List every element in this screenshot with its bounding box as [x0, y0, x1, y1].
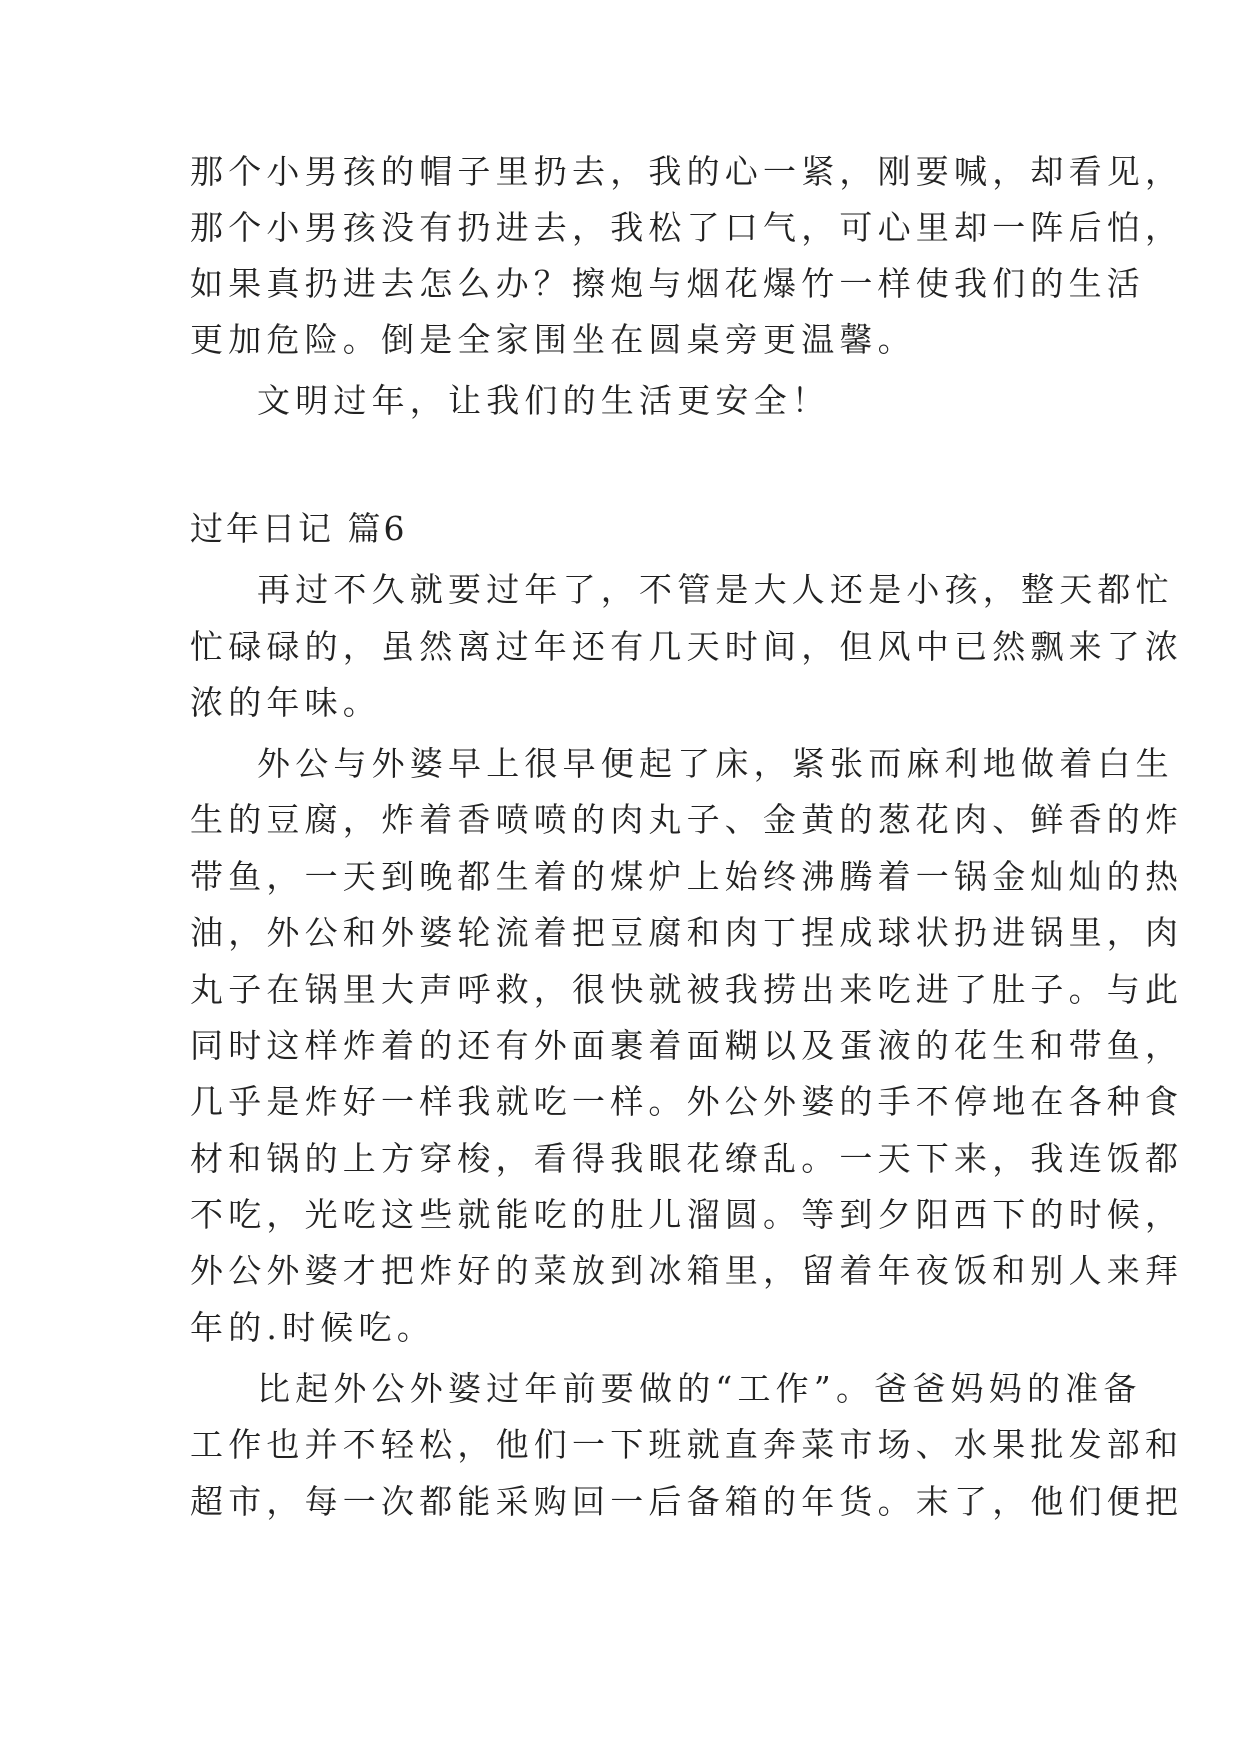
text-line: 生的豆腐，炸着香喷喷的肉丸子、金黄的葱花肉、鲜香的炸: [190, 800, 1184, 839]
text-line: 外公外婆才把炸好的菜放到冰箱里，留着年夜饭和别人来拜: [190, 1251, 1184, 1290]
text-line: 几乎是炸好一样我就吃一样。外公外婆的手不停地在各种食: [190, 1082, 1184, 1121]
text-line: 比起外公外婆过年前要做的“工作”。爸爸妈妈的准备: [257, 1369, 1142, 1408]
text-line: 工作也并不轻松，他们一下班就直奔菜市场、水果批发部和: [190, 1425, 1184, 1464]
text-line: 再过不久就要过年了，不管是大人还是小孩，整天都忙: [257, 570, 1174, 609]
text-line: 如果真扔进去怎么办？擦炮与烟花爆竹一样使我们的生活: [190, 264, 1145, 303]
text-line: 材和锅的上方穿梭，看得我眼花缭乱。一天下来，我连饭都: [190, 1139, 1184, 1178]
text-line: 不吃，光吃这些就能吃的肚儿溜圆。等到夕阳西下的时候，: [190, 1195, 1184, 1234]
text-line: 丸子在锅里大声呼救，很快就被我捞出来吃进了肚子。与此: [190, 970, 1184, 1009]
text-line: 带鱼，一天到晚都生着的煤炉上始终沸腾着一锅金灿灿的热: [190, 857, 1184, 896]
section-heading: 过年日记 篇6: [190, 509, 408, 548]
text-line: 外公与外婆早上很早便起了床，紧张而麻利地做着白生: [257, 744, 1174, 783]
text-line: 年的.时候吃。: [190, 1308, 435, 1347]
text-line: 那个小男孩的帽子里扔去，我的心一紧，刚要喊，却看见，: [190, 152, 1184, 191]
text-line: 浓的年味。: [190, 683, 381, 722]
text-line: 油，外公和外婆轮流着把豆腐和肉丁捏成球状扔进锅里，肉: [190, 913, 1184, 952]
text-line: 更加危险。倒是全家围坐在圆桌旁更温馨。: [190, 320, 916, 359]
text-line: 超市，每一次都能采购回一后备箱的年货。末了，他们便把: [190, 1482, 1184, 1521]
text-line: 文明过年，让我们的生活更安全！: [257, 381, 830, 420]
text-line: 那个小男孩没有扔进去，我松了口气，可心里却一阵后怕，: [190, 208, 1184, 247]
text-line: 同时这样炸着的还有外面裹着面糊以及蛋液的花生和带鱼，: [190, 1026, 1184, 1065]
text-line: 忙碌碌的，虽然离过年还有几天时间，但风中已然飘来了浓: [190, 627, 1184, 666]
